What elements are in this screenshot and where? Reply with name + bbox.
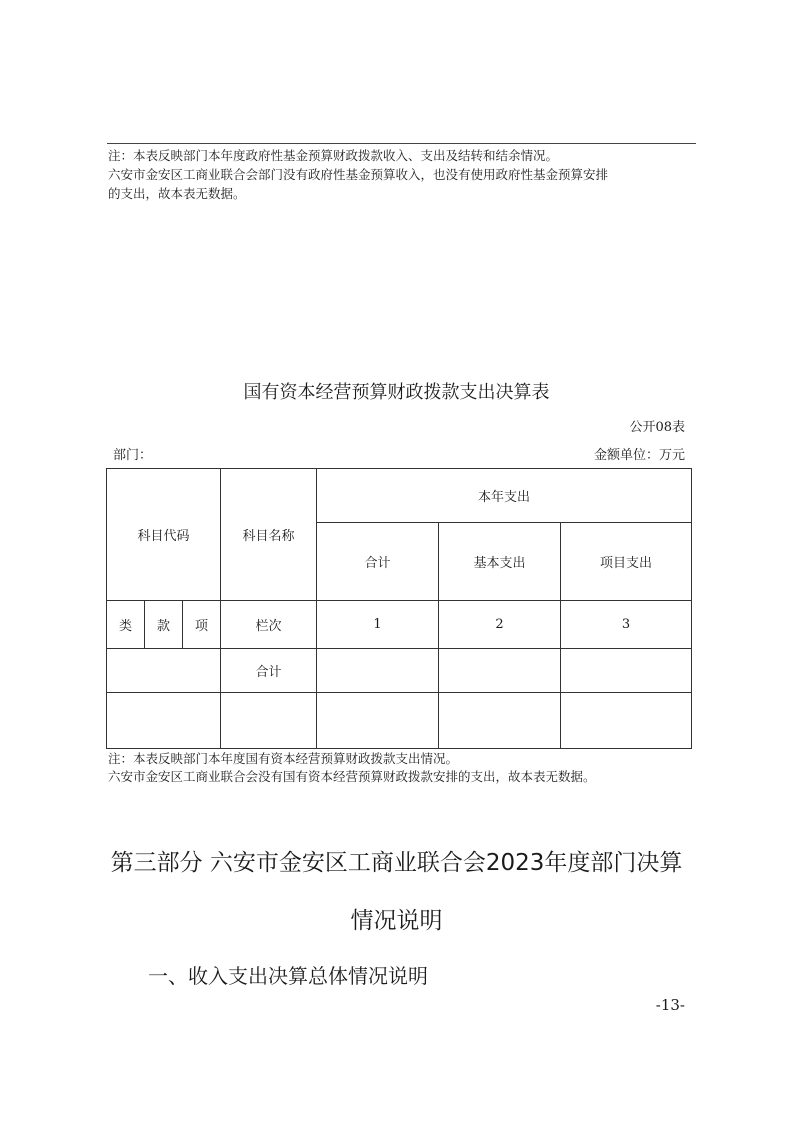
top-note-line: 六安市金安区工商业联合会部门没有政府性基金预算收入，也没有使用政府性基金预算安排 [108,167,609,182]
bottom-note-line: 六安市金安区工商业联合会没有国有资本经营预算财政拨款安排的支出，故本表无数据。 [108,769,596,784]
column-number-2: 2 [439,601,561,649]
column-number-1: 1 [317,601,439,649]
top-note-line: 的支出，故本表无数据。 [108,186,246,201]
header-xiang: 项 [183,601,221,649]
header-current-year-expenditure: 本年支出 [317,469,692,523]
column-number-3: 3 [561,601,692,649]
header-total: 合计 [317,523,439,601]
header-subject-name: 科目名称 [221,469,317,601]
empty-cell [439,649,561,693]
empty-cell [317,649,439,693]
bottom-note-line: 注：本表反映部门本年度国有资本经营预算财政拨款支出情况。 [108,751,459,766]
unit-label: 金额单位：万元 [593,448,685,463]
expenditure-table [106,468,692,749]
table-row [107,693,692,749]
empty-cell [221,693,317,749]
page-number: -13- [655,996,685,1014]
header-project-expenditure: 项目支出 [561,523,692,601]
top-note [108,146,698,203]
total-row-label: 合计 [221,649,317,693]
header-subject-code: 科目代码 [107,469,221,601]
part-title: 第三部分 六安市金安区工商业联合会2023年度部门决算 [110,850,683,876]
empty-cell [107,649,221,693]
empty-cell [561,693,692,749]
table-row [107,649,692,693]
empty-cell [561,649,692,693]
empty-cell [107,693,221,749]
top-rule [107,143,696,144]
top-note-line: 注：本表反映部门本年度政府性基金预算财政拨款收入、支出及结转和结余情况。 [108,148,559,163]
row-index-label: 栏次 [221,601,317,649]
header-lei: 类 [107,601,145,649]
section-heading: 一、收入支出决算总体情况说明 [148,964,428,988]
table-title: 国有资本经营预算财政拨款支出决算表 [243,382,550,403]
bottom-note [108,750,596,786]
header-kuan: 款 [145,601,183,649]
header-basic-expenditure: 基本支出 [439,523,561,601]
department-label: 部门： [113,448,153,463]
empty-cell [439,693,561,749]
part-title-continued: 情况说明 [350,908,443,934]
form-number: 公开08表 [629,420,685,435]
empty-cell [317,693,439,749]
